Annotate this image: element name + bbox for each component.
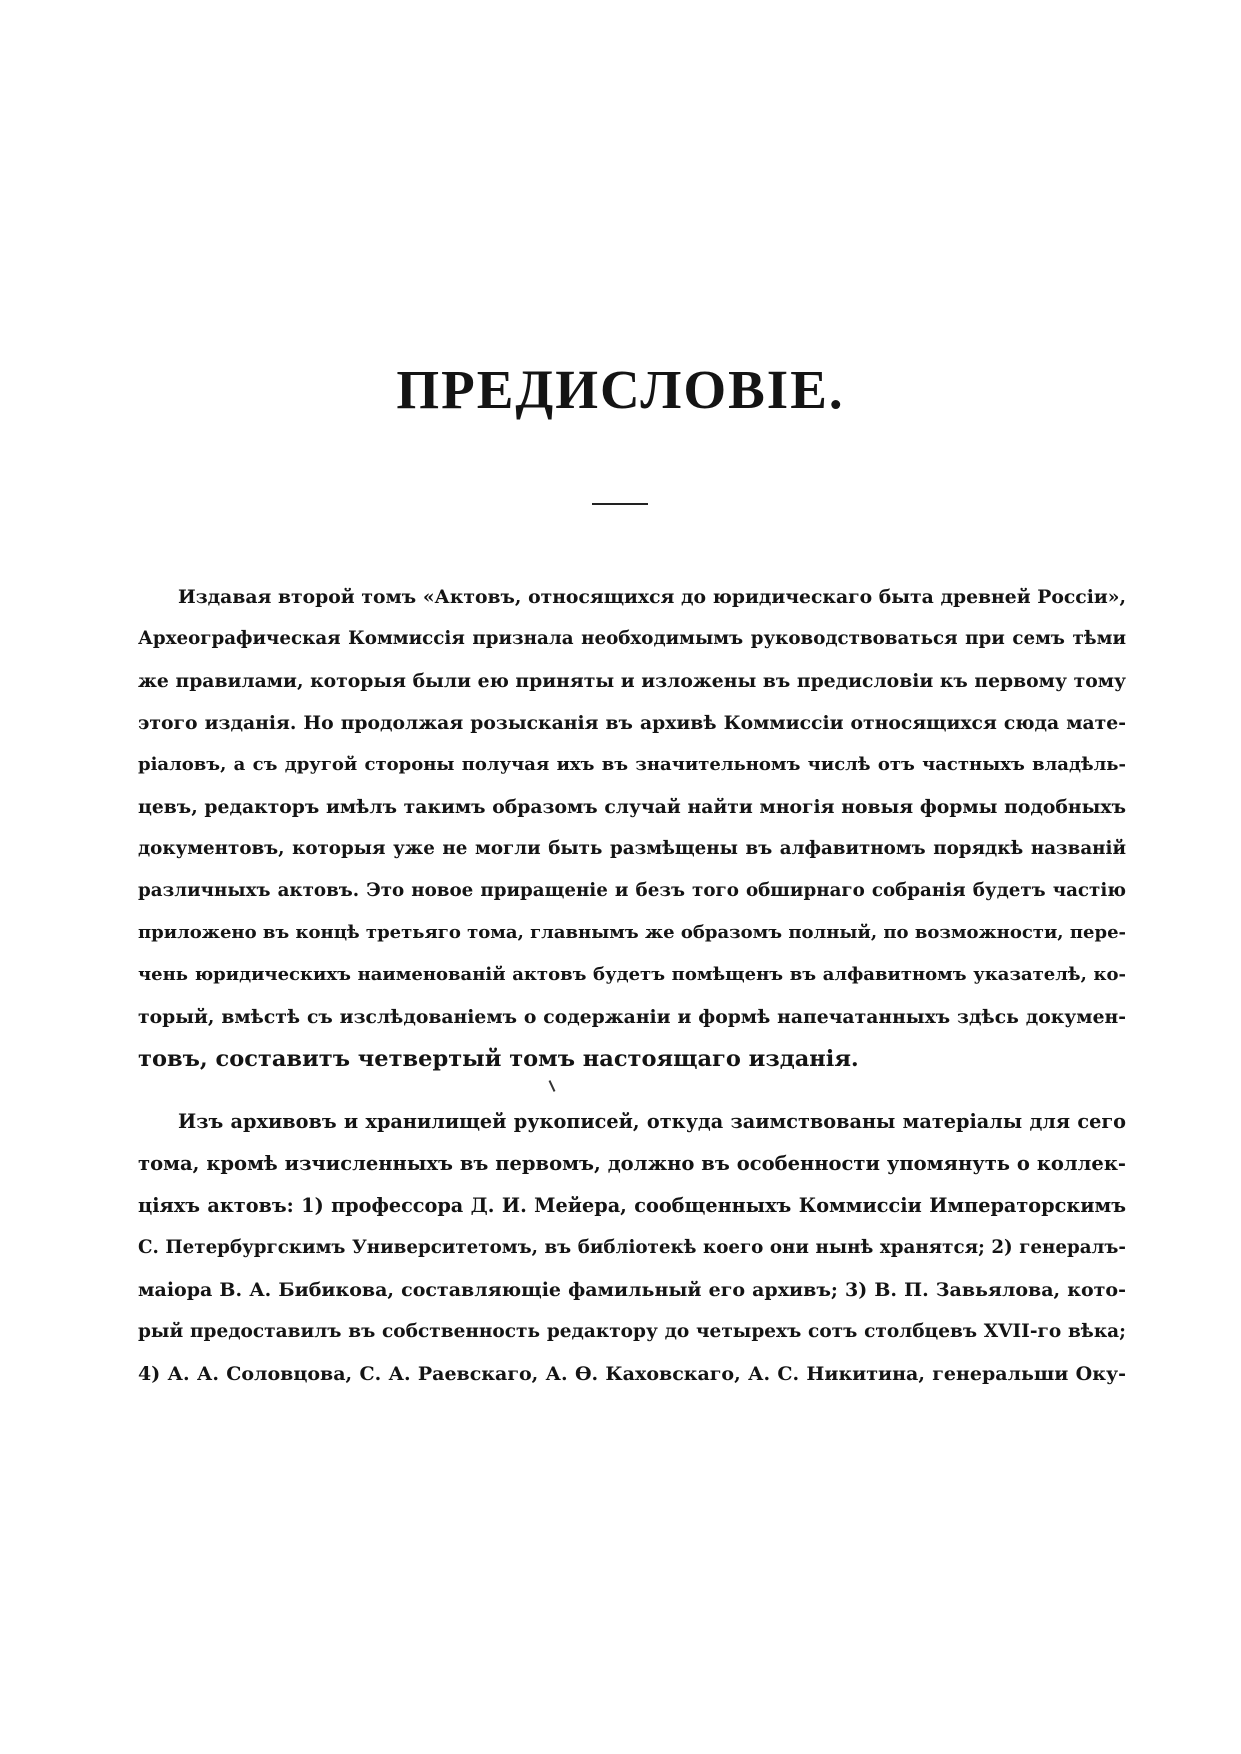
text-line: торый, вмѣстѣ съ изслѣдованіемъ о содержаніи и формѣ напечатанныхъ здѣсь докумен- (138, 1006, 1126, 1028)
text-line: рый предоставилъ въ собственность редактору до четырехъ сотъ столбцевъ XVII-го вѣка; (138, 1321, 1126, 1342)
text-line: ціяхъ актовъ: 1) профессора Д. И. Мейера, сообщенныхъ Коммиссіи Императорскимъ (138, 1194, 1126, 1217)
paragraph-2 (138, 1101, 1126, 1395)
title-rule (592, 503, 648, 505)
text-line: 4) А. А. Соловцова, С. А. Раевскаго, А. Ѳ. Каховскаго, А. С. Никитина, генеральши Оку- (138, 1363, 1126, 1385)
stray-mark (549, 1080, 556, 1092)
text-line: Археографическая Коммиссія признала необходимымъ руководствоваться при семъ тѣми (138, 628, 1126, 649)
paragraph-1 (138, 576, 1126, 1080)
text-line: же правилами, которыя были ею приняты и изложены въ предисловіи къ первому тому (138, 670, 1126, 692)
page-title: ПРЕДИСЛОВІЕ. (396, 359, 845, 420)
text-line: различныхъ актовъ. Это новое приращеніе и безъ того обширнаго собранія будетъ частію (138, 880, 1126, 901)
text-line: товъ, составитъ четвертый томъ настоящаго изданія. (138, 1046, 859, 1072)
text-line: приложено въ концѣ третьяго тома, главнымъ же образомъ полный, по возможности, пере- (138, 922, 1126, 943)
text-line: цевъ, редакторъ имѣлъ такимъ образомъ случай найти многія новыя формы подобныхъ (138, 796, 1126, 818)
text-line: Изъ архивовъ и хранилищей рукописей, откуда заимствованы матеріалы для сего (178, 1110, 1126, 1133)
text-line: ріаловъ, а съ другой стороны получая ихъ въ значительномъ числѣ отъ частныхъ владѣль- (138, 754, 1126, 775)
text-line: тома, кромѣ изчисленныхъ въ первомъ, должно въ особенности упомянуть о коллек- (138, 1152, 1126, 1175)
text-line: Издавая второй томъ «Актовъ, относящихся до юридическаго быта древней Россіи», (178, 586, 1126, 608)
text-line: документовъ, которыя уже не могли быть размѣщены въ алфавитномъ порядкѣ названій (138, 838, 1126, 859)
text-line: этого изданія. Но продолжая розысканія въ архивѣ Коммиссіи относящихся сюда мате- (138, 712, 1126, 734)
text-line: маіора В. А. Бибикова, составляющіе фамильный его архивъ; 3) В. П. Завьялова, кото- (138, 1279, 1126, 1301)
text-line: чень юридическихъ наименованій актовъ будетъ помѣщенъ въ алфавитномъ указателѣ, ко- (138, 964, 1126, 985)
text-line: С. Петербургскимъ Университетомъ, въ библіотекѣ коего они нынѣ хранятся; 2) генералъ- (138, 1237, 1126, 1258)
